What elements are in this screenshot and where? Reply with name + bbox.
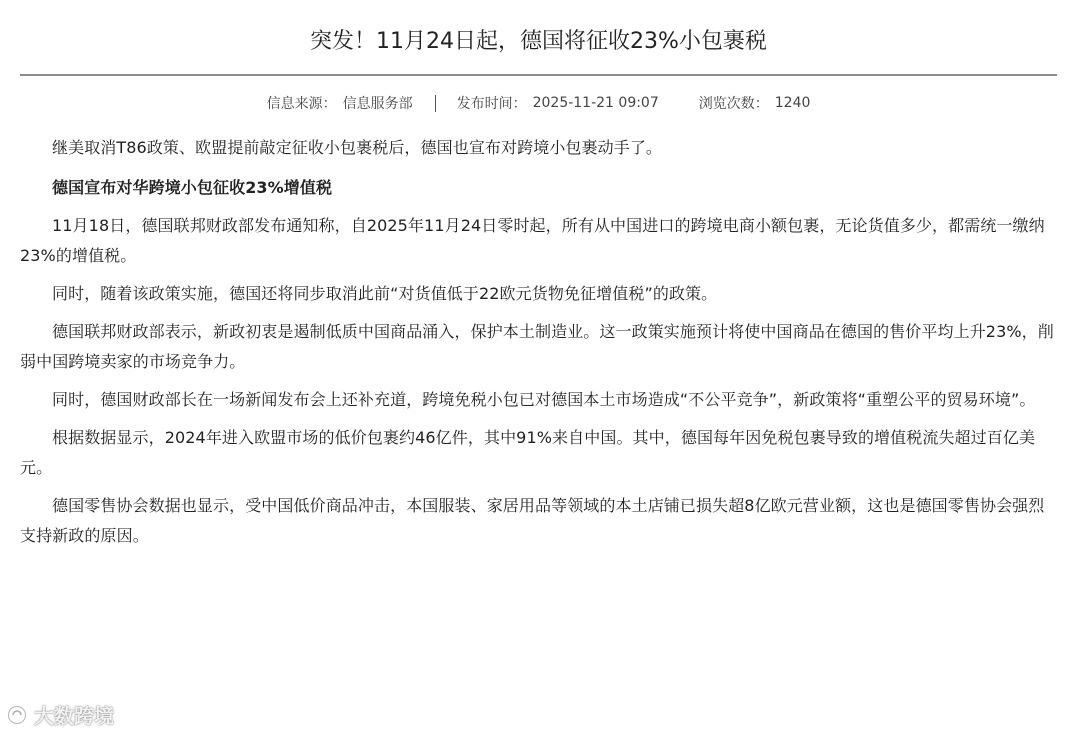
paragraph: 德国零售协会数据也显示，受中国低价商品冲击，本国服装、家居用品等领域的本土店铺已损失超8亿欧元营业额，这也是德国零售协会强烈支持新政的原因。 xyxy=(20,496,1045,545)
meta-source xyxy=(267,93,413,113)
meta-source-value: 信息服务部 xyxy=(342,96,413,112)
article-meta xyxy=(20,91,1057,115)
meta-date-value: 2025-11-21 09:07 xyxy=(532,95,659,111)
meta-views-label: 浏览次数： xyxy=(698,96,769,112)
paragraph: 根据数据显示，2024年进入欧盟市场的低价包裹约46亿件，其中91%来自中国。其中，德国每年因免税包裹导致的增值税流失超过百亿美元。 xyxy=(20,428,1036,477)
article xyxy=(20,0,1057,559)
meta-source-label: 信息来源： xyxy=(266,96,337,112)
watermark-text: 大数跨境 xyxy=(34,704,114,728)
meta-date xyxy=(457,93,659,113)
paragraph: 同时，德国财政部长在一场新闻发布会上还补充道，跨境免税小包已对德国本土市场造成“不公平竞争”，新政策将“重塑公平的贸易环境”。 xyxy=(52,390,1036,409)
paragraph: 11月18日，德国联邦财政部发布通知称，自2025年11月24日零时起，所有从中国进口的跨境电商小额包裹，无论货值多少，都需统一缴纳23%的增值税。 xyxy=(20,216,1045,265)
meta-separator xyxy=(435,95,436,112)
paragraph: 同时，随着该政策实施，德国还将同步取消此前“对货值低于22欧元货物免征增值税”的政策。 xyxy=(52,284,718,303)
title-divider xyxy=(20,74,1057,76)
meta-date-label: 发布时间： xyxy=(456,96,527,112)
paragraph: 德国联邦财政部表示，新政初衷是遏制低质中国商品涌入，保护本土制造业。这一政策实施预计将使中国商品在德国的售价平均上升23%，削弱中国跨境卖家的市场竞争力。 xyxy=(20,322,1054,371)
section-heading: 德国宣布对华跨境小包征收23%增值税 xyxy=(52,178,333,197)
brand-logo-icon xyxy=(6,704,28,726)
meta-views xyxy=(699,93,811,113)
paragraph-intro: 继美取消T86政策、欧盟提前敲定征收小包裹税后，德国也宣布对跨境小包裹动手了。 xyxy=(52,138,663,157)
watermark xyxy=(6,700,114,729)
meta-views-value: 1240 xyxy=(774,95,811,111)
article-body xyxy=(20,133,1057,551)
article-title: 突发！11月24日起，德国将征收23%小包裹税 xyxy=(310,29,767,54)
